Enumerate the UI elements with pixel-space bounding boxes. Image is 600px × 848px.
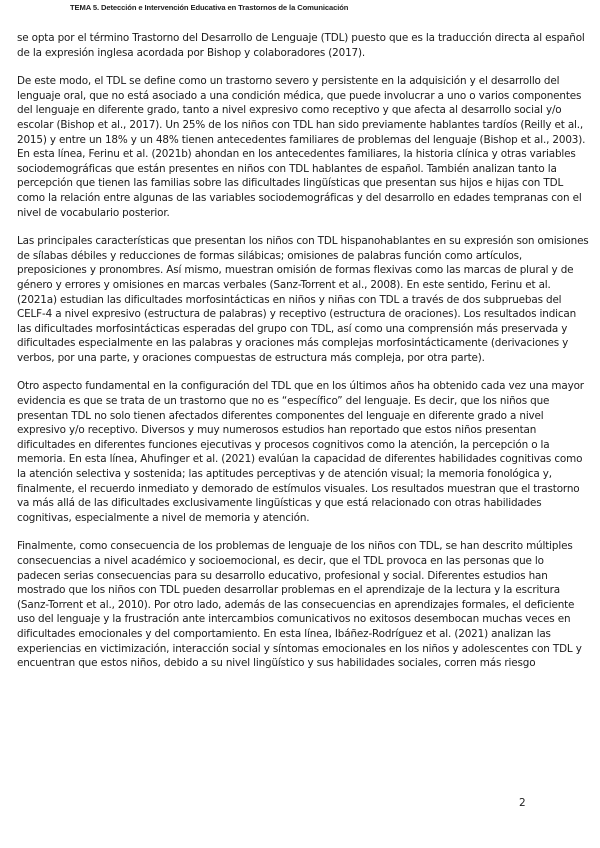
paragraph-1: se opta por el término Trastorno del Desarrollo de Lenguaje (TDL) puesto que es la traducción directa al español de la expresión inglesa acordada por Bishop y colaboradores (2017). bbox=[17, 32, 585, 59]
paragraph-2: De este modo, el TDL se define como un trastorno severo y persistente en la adquisición y el desarrollo del lenguaje oral, que no está asociado a una condición médica, que puede involucrar a uno o varios componentes del lenguaje en diferente grado, tanto a nivel expresivo como receptivo y que afecta al desarrollo social y/o escolar (Bishop et al., 2017). Un 25% de los niños con TDL han sido previamente hablantes tardíos (Reilly et al., 2015) y entre un 18% y un 48% tienen antecedentes familiares de problemas del lenguaje (Bishop et al., 2003). En esta línea, Ferinu et al. (2021b) ahondan en los antecedentes familiares, la historia clínica y otras variables sociodemográficas que están presentes en niños con TDL hablantes de español. También analizan tanto la percepción que tienen las familias sobre las dificultades lingüísticas que presentan sus hijos e hijas con TDL como la relación entre algunas de las variables sociodemográficas y del desarrollo en edades tempranas con el nivel de vocabulario posterior. bbox=[17, 75, 586, 219]
body-text bbox=[17, 31, 589, 685]
paragraph-4: Otro aspecto fundamental en la configuración del TDL que en los últimos años ha obtenido cada vez una mayor evidencia es que se trata de un trastorno que no es “específico” del lenguaje. Es decir, que los niños que presentan TDL no solo tienen afectados diferentes componentes del lenguaje en diferente grado a nivel expresivo y/o receptivo. Diversos y muy numerosos estudios han reportado que estos niños presentan dificultades en diferentes funciones ejecutivas y procesos cognitivos como la atención, la percepción o la memoria. En esta línea, Ahufinger et al. (2021) evalúan la capacidad de diferentes habilidades cognitivas como la atención selectiva y sostenida; las aptitudes perceptivas y de atención visual; la memoria fonológica y, finalmente, el recuerdo inmediato y demorado de estímulos visuales. Los resultados muestran que el trastorno va más allá de las dificultades exclusivamente lingüísticas y que está relacionado con otras habilidades cognitivas, especialmente a nivel de memoria y atención. bbox=[17, 380, 584, 524]
paragraph-5: Finalmente, como consecuencia de los problemas de lenguaje de los niños con TDL, se han descrito múltiples consecuencias a nivel académico y socioemocional, es decir, que el TDL provoca en las personas que lo padecen serias consecuencias para su desarrollo educativo, profesional y social. Diferentes estudios han mostrado que los niños con TDL pueden desarrollar problemas en el aprendizaje de la lectura y la escritura (Sanz-Torrent et al., 2010). Por otro lado, además de las consecuencias en aprendizajes formales, el deficiente uso del lenguaje y la frustración ante intercambios comunicativos no exitosos desembocan muchas veces en dificultades emocionales y del comportamiento. En esta línea, Ibáñez-Rodríguez et al. (2021) analizan las experiencias en victimización, interacción social y síntomas emocionales en los niños y adolescentes con TDL y encuentran que estos niños, debido a su nivel lingüístico y sus habilidades sociales, corren más riesgo bbox=[17, 540, 582, 670]
paragraph-3: Las principales características que presentan los niños con TDL hispanohablantes en su expresión son omisiones de sílabas débiles y reducciones de formas silábicas; omisiones de palabras función como artículos, preposiciones y pronombres. Así mismo, muestran omisión de formas flexivas como las marcas de plural y de género y errores y omisiones en marcas verbales (Sanz-Torrent et al., 2008). En este sentido, Ferinu et al. (2021a) estudian las dificultades morfosintácticas en niños y niñas con TDL a través de dos subpruebas del CELF-4 a nivel expresivo (estructura de palabras) y receptivo (estructura de oraciones). Los resultados indican las dificultades morfosintácticas esperadas del grupo con TDL, así como una comprensión más preservada y dificultades especialmente en las palabras y oraciones más complejas morfosintácticamente (derivaciones y verbos, por una parte, y oraciones compuestas de estructura más compleja, por otra parte). bbox=[17, 235, 589, 364]
running-header: TEMA 5. Detección e Intervención Educativa en Trastornos de la Comunicación bbox=[70, 3, 349, 12]
page-number: 2 bbox=[519, 797, 526, 809]
